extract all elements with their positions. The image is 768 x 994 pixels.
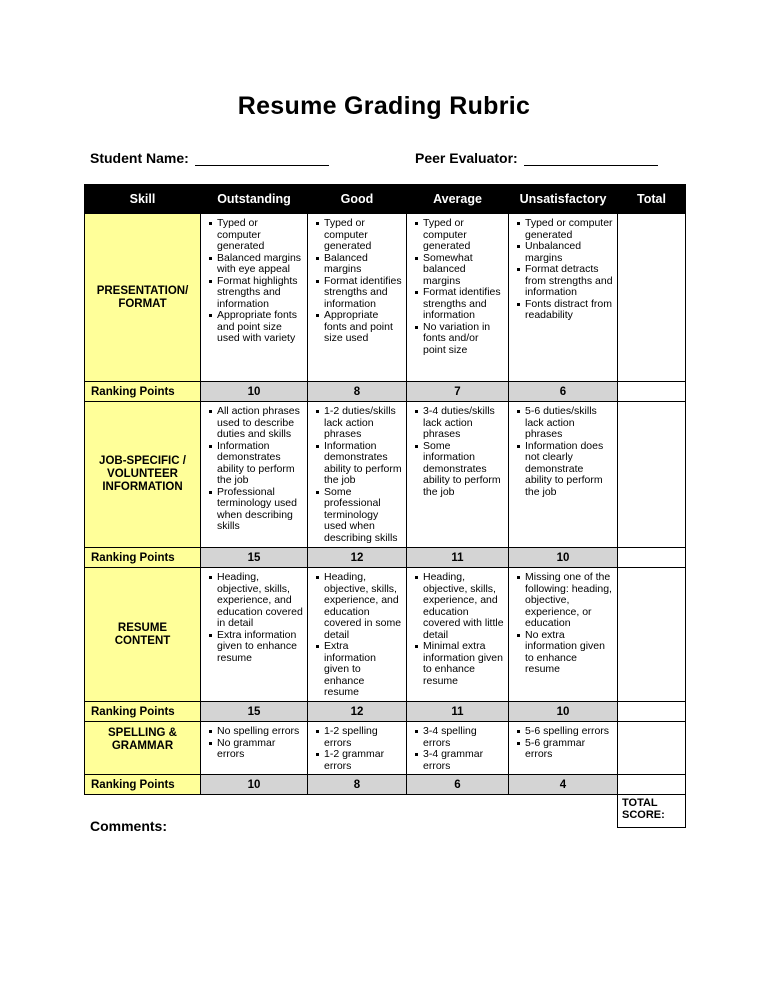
total-score-row	[85, 795, 686, 828]
ranking-points-value: 6	[407, 775, 509, 795]
criteria-item: Appropriate fonts and point size used with variety	[217, 310, 303, 345]
comments-label: Comments:	[90, 818, 168, 834]
criteria-item: Format detracts from strengths and information	[525, 263, 613, 298]
criteria-item: 3-4 spelling errors	[423, 726, 504, 749]
ranking-points-row	[85, 702, 686, 722]
criteria-item: Appropriate fonts and point size used	[324, 310, 402, 345]
criteria-item: Heading, objective, skills, experience, and education covered in some detail	[324, 571, 402, 641]
criteria-list	[413, 218, 504, 356]
criteria-list	[207, 406, 303, 533]
ranking-points-value: 11	[407, 548, 509, 568]
criteria-list	[314, 572, 402, 699]
ranking-points-value: 8	[308, 382, 407, 402]
criteria-item: 5-6 grammar errors	[525, 738, 613, 761]
header-total: Total	[618, 185, 686, 214]
criteria-item: Typed or computer generated	[525, 217, 613, 241]
peer-evaluator-field	[415, 150, 658, 166]
ranking-points-value: 15	[201, 548, 308, 568]
criteria-item: Balanced margins with eye appeal	[217, 251, 302, 275]
criteria-unsatisfactory	[509, 722, 618, 775]
criteria-item: Balanced margins	[324, 253, 402, 276]
header-average: Average	[407, 185, 509, 214]
criteria-item: Professional terminology used when describing skills	[217, 487, 303, 533]
criteria-item: Information demonstrates ability to perform the job	[217, 441, 303, 487]
criteria-outstanding	[201, 214, 308, 382]
ranking-total-cell[interactable]	[618, 775, 686, 795]
criteria-list	[207, 218, 303, 345]
ranking-points-label: Ranking Points	[85, 702, 201, 722]
spacer-cell	[201, 795, 308, 828]
criteria-outstanding	[201, 402, 308, 548]
ranking-total-cell[interactable]	[618, 548, 686, 568]
criteria-item: Heading, objective, skills, experience, and education covered with little detail	[423, 571, 504, 641]
criteria-item: No variation in fonts and/or point size	[423, 322, 504, 357]
ranking-points-value: 15	[201, 702, 308, 722]
criteria-unsatisfactory	[509, 402, 618, 548]
ranking-points-label: Ranking Points	[85, 775, 201, 795]
criteria-average	[407, 402, 509, 548]
total-cell[interactable]	[618, 568, 686, 702]
criteria-item: Extra information given to enhance resume	[217, 630, 303, 665]
ranking-points-label: Ranking Points	[85, 382, 201, 402]
criteria-item: 3-4 grammar errors	[423, 749, 504, 772]
criteria-unsatisfactory	[509, 568, 618, 702]
skill-name: RESUME CONTENT	[85, 568, 201, 702]
criteria-row	[85, 402, 686, 548]
criteria-outstanding	[201, 568, 308, 702]
criteria-list	[515, 726, 613, 761]
criteria-item: Typed or computer generated	[217, 218, 303, 253]
spacer-cell	[509, 795, 618, 828]
criteria-item: No spelling errors	[217, 726, 303, 738]
criteria-item: No grammar errors	[217, 738, 303, 761]
header-skill: Skill	[85, 185, 201, 214]
criteria-list	[515, 572, 613, 676]
criteria-item: Fonts distract from readability	[525, 297, 612, 321]
peer-evaluator-blank[interactable]	[524, 151, 658, 166]
criteria-item: Format highlights strengths and information	[217, 276, 303, 311]
header-unsatisfactory: Unsatisfactory	[509, 185, 618, 214]
criteria-item: Unbalanced margins	[525, 241, 613, 264]
criteria-item: 1-2 duties/skills lack action phrases	[324, 406, 402, 441]
criteria-row	[85, 722, 686, 775]
criteria-good	[308, 722, 407, 775]
criteria-good	[308, 568, 407, 702]
total-cell[interactable]	[618, 722, 686, 775]
student-name-label: Student Name:	[90, 150, 189, 166]
ranking-points-value: 4	[509, 775, 618, 795]
criteria-item: Information demonstrates ability to perform the job	[324, 439, 402, 486]
criteria-list	[515, 406, 613, 498]
ranking-points-value: 10	[201, 382, 308, 402]
criteria-item: All action phrases used to describe duties and skills	[217, 406, 303, 441]
criteria-good	[308, 214, 407, 382]
criteria-list	[413, 572, 504, 687]
ranking-points-value: 8	[308, 775, 407, 795]
criteria-row	[85, 214, 686, 382]
criteria-list	[314, 406, 402, 544]
criteria-item: 1-2 grammar errors	[324, 749, 402, 772]
total-cell[interactable]	[618, 402, 686, 548]
ranking-points-value: 10	[509, 702, 618, 722]
criteria-item: Information does not clearly demonstrate ability to perform the job	[525, 441, 613, 499]
criteria-item: No extra information given to enhance resume	[525, 630, 613, 676]
criteria-item: Format identifies strengths and information	[423, 287, 504, 322]
rubric-table	[84, 184, 686, 828]
criteria-item: 3-4 duties/skills lack action phrases	[423, 406, 504, 441]
criteria-item: Somewhat balanced margins	[423, 253, 504, 288]
student-name-field	[90, 150, 329, 166]
skill-name: SPELLING & GRAMMAR	[85, 722, 201, 775]
criteria-item: Heading, objective, skills, experience, and education covered in detail	[217, 571, 303, 629]
peer-evaluator-label: Peer Evaluator:	[415, 150, 518, 166]
criteria-item: 1-2 spelling errors	[324, 726, 402, 749]
criteria-item: Typed or computer generated	[423, 218, 504, 253]
criteria-outstanding	[201, 722, 308, 775]
spacer-cell	[308, 795, 407, 828]
criteria-average	[407, 214, 509, 382]
ranking-points-value: 12	[308, 548, 407, 568]
criteria-list	[314, 218, 402, 345]
total-cell[interactable]	[618, 214, 686, 382]
criteria-list	[207, 726, 303, 761]
header-good: Good	[308, 185, 407, 214]
criteria-list	[314, 726, 402, 772]
criteria-unsatisfactory	[509, 214, 618, 382]
criteria-item: Some information demonstrates ability to perform the job	[423, 441, 504, 499]
criteria-list	[207, 572, 303, 664]
ranking-points-value: 10	[201, 775, 308, 795]
criteria-item: Missing one of the following: heading, objective, experience, or education	[525, 571, 612, 629]
criteria-list	[413, 406, 504, 498]
ranking-points-label: Ranking Points	[85, 548, 201, 568]
ranking-points-row	[85, 548, 686, 568]
criteria-list	[515, 218, 613, 322]
criteria-item: 5-6 duties/skills lack action phrases	[525, 406, 613, 441]
ranking-points-value: 7	[407, 382, 509, 402]
skill-name: PRESENTATION/ FORMAT	[85, 214, 201, 382]
ranking-points-row	[85, 775, 686, 795]
ranking-total-cell[interactable]	[618, 702, 686, 722]
spacer-cell	[407, 795, 509, 828]
criteria-row	[85, 568, 686, 702]
ranking-points-value: 11	[407, 702, 509, 722]
page-title: Resume Grading Rubric	[237, 92, 531, 120]
criteria-item: 5-6 spelling errors	[525, 726, 613, 738]
ranking-total-cell[interactable]	[618, 382, 686, 402]
criteria-item: Typed or computer generated	[324, 218, 402, 253]
skill-name: JOB-SPECIFIC / VOLUNTEER INFORMATION	[85, 402, 201, 548]
criteria-list	[413, 726, 504, 772]
criteria-average	[407, 722, 509, 775]
criteria-item: Format identifies strengths and information	[324, 274, 402, 310]
ranking-points-row	[85, 382, 686, 402]
header-outstanding: Outstanding	[201, 185, 308, 214]
criteria-item: Some professional terminology used when describing skills	[324, 487, 402, 545]
student-name-blank[interactable]	[195, 151, 329, 166]
ranking-points-value: 10	[509, 548, 618, 568]
criteria-average	[407, 568, 509, 702]
ranking-points-value: 6	[509, 382, 618, 402]
ranking-points-value: 12	[308, 702, 407, 722]
total-score-cell[interactable]: TOTAL SCORE:	[618, 795, 686, 828]
criteria-good	[308, 402, 407, 548]
criteria-item: Extra information given to enhance resume	[324, 641, 402, 699]
criteria-item: Minimal extra information given to enhance resume	[423, 640, 503, 687]
header-row	[85, 185, 686, 214]
